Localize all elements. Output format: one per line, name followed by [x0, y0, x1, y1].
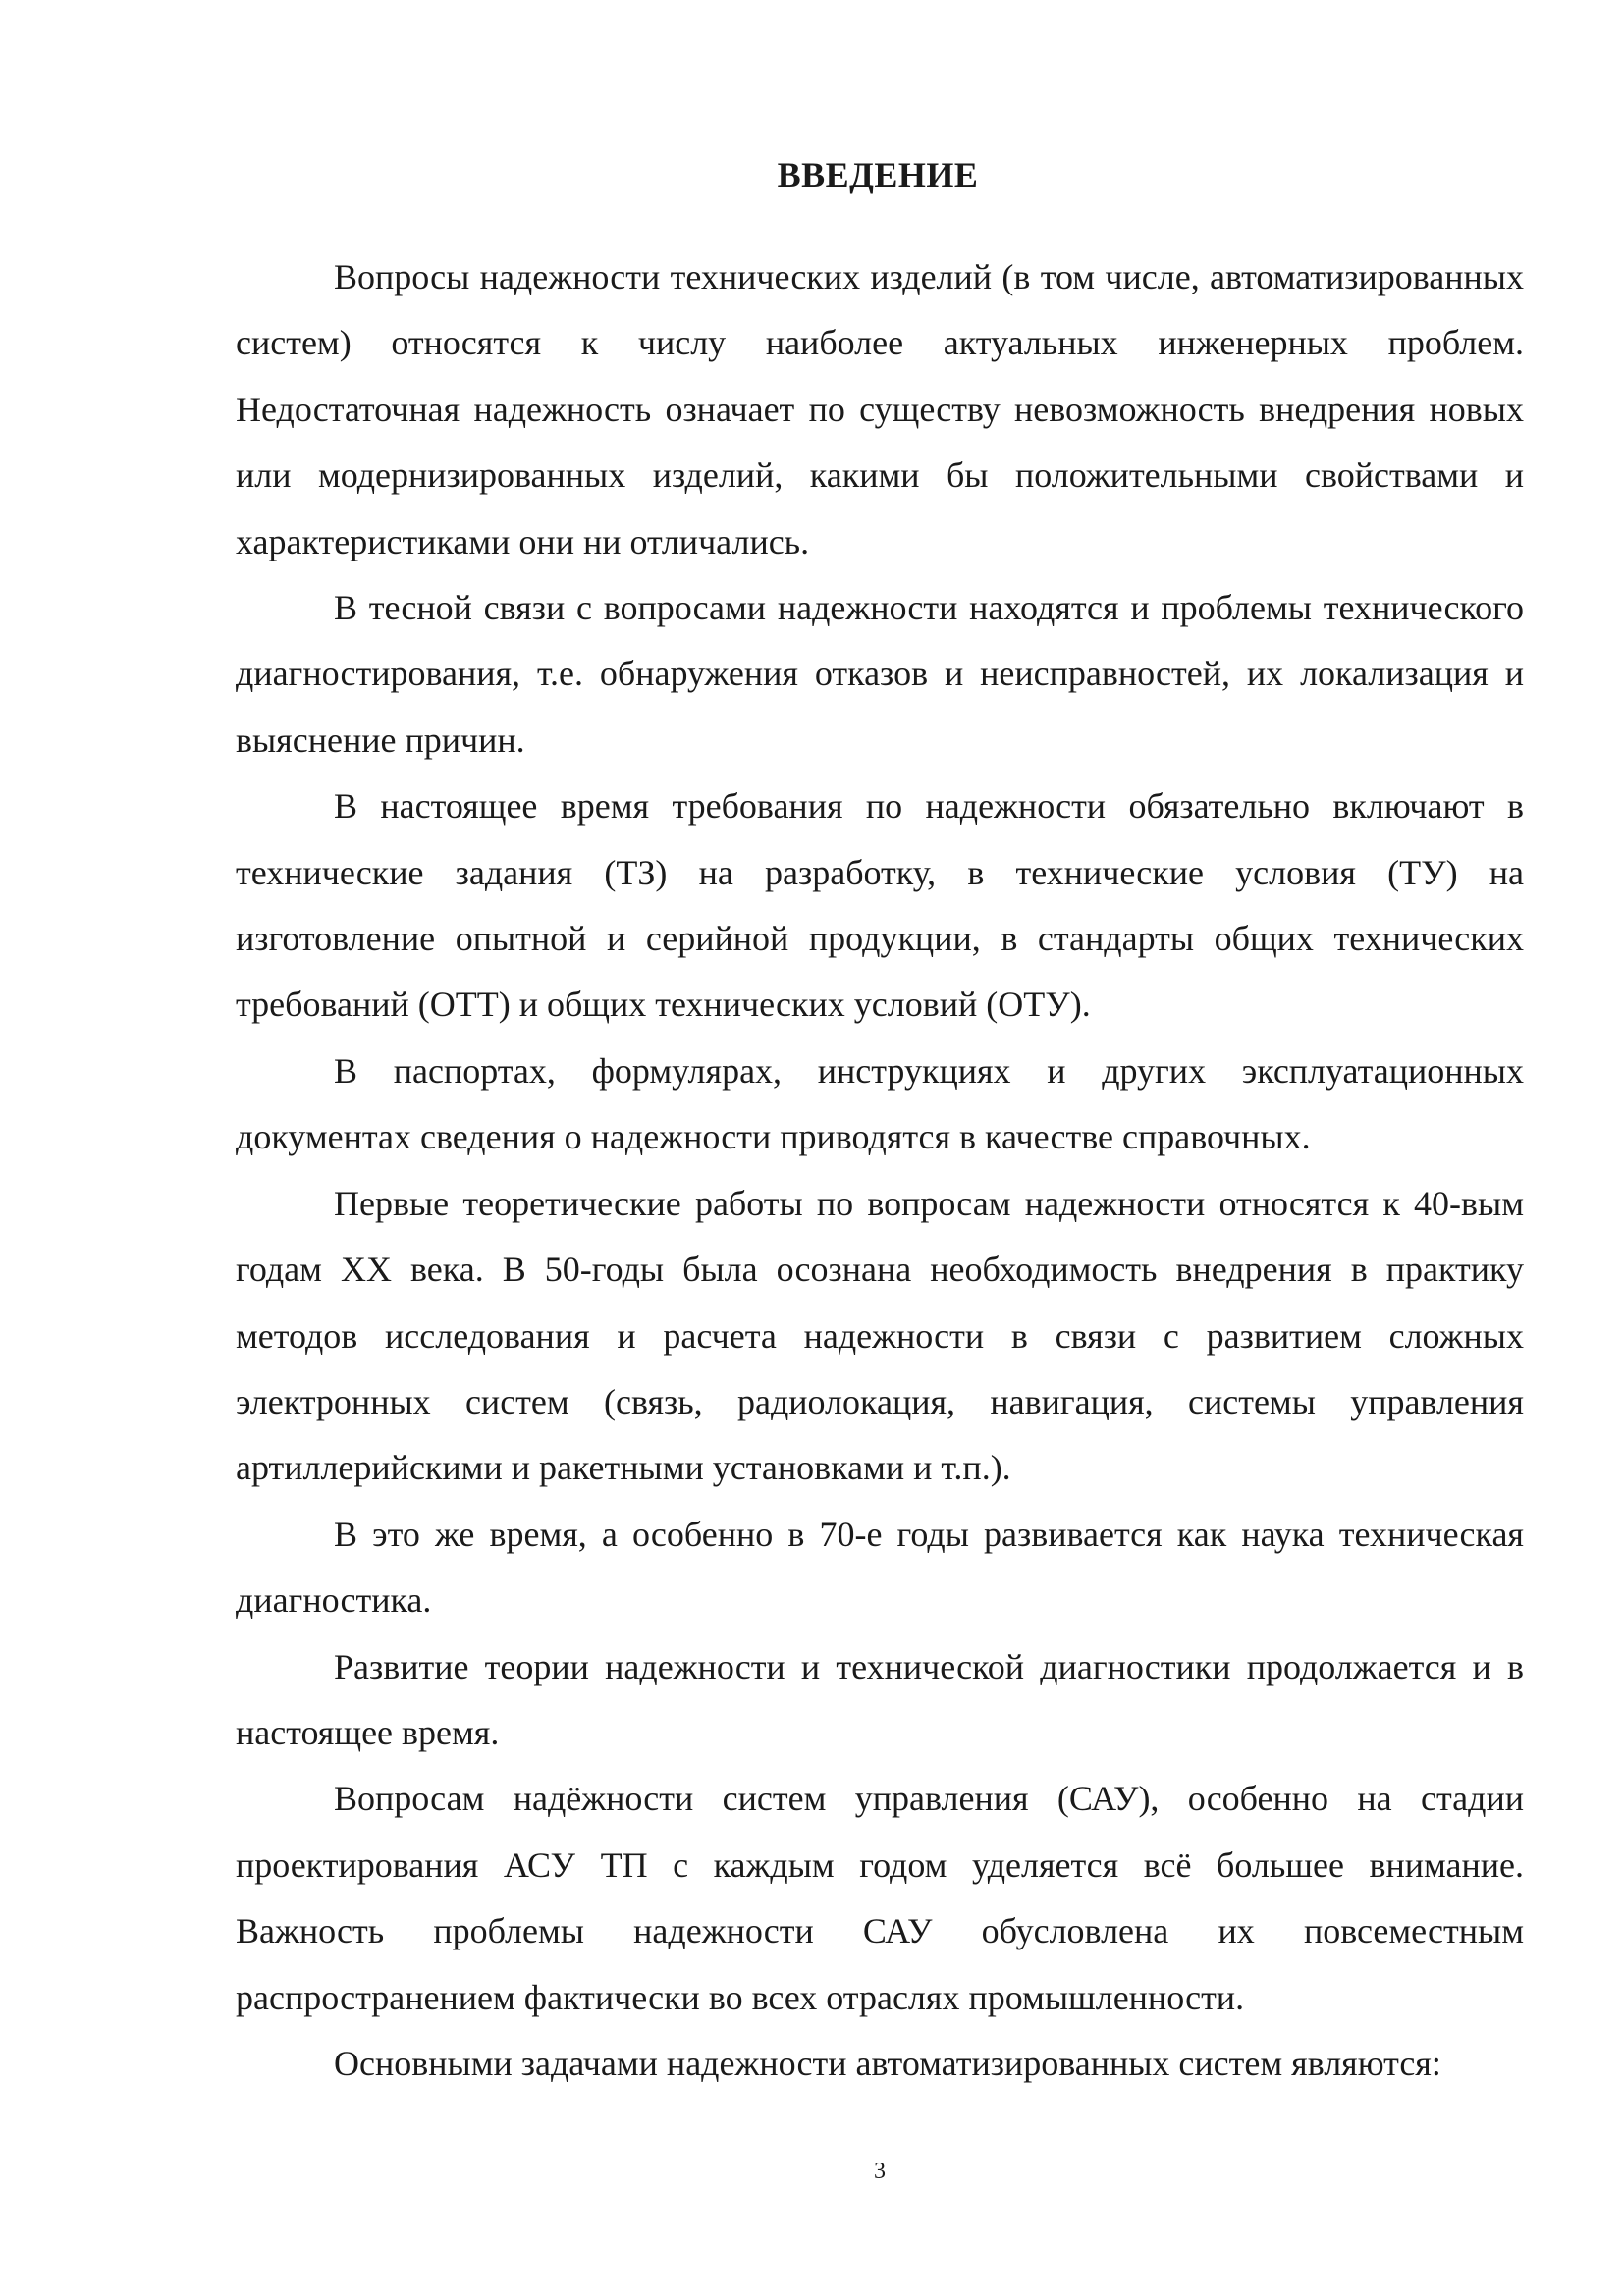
paragraph-5: Первые теоретические работы по вопросам надежности относятся к 40-вым годам XX века. В 50-годы была осознана необходимость внедрения в практику методов исследования и расчета надежности в связи с развитием сложных электронных систем (связь, радиолокация, навигация, системы управления артиллерийскими и ракетными установками и т.п.).: [236, 1183, 1524, 1488]
body-text: [236, 244, 1524, 2097]
paragraph-1: Вопросы надежности технических изделий (в том числе, автоматизированных систем) относятся к числу наиболее актуальных инженерных проблем. Недостаточная надежность означает по существу невозможность внедрения новых или модернизированных изделий, какими бы положительными свойствами и характеристиками они ни отличались.: [236, 257, 1524, 561]
paragraph-7: Развитие теории надежности и технической диагностики продолжается и в настоящее время.: [236, 1646, 1524, 1752]
page-title: ВВЕДЕНИЕ: [777, 155, 979, 194]
paragraph-2: В тесной связи с вопросами надежности находятся и проблемы технического диагностирования, т.е. обнаружения отказов и неисправностей, их локализация и выяснение причин.: [236, 588, 1524, 760]
paragraph-9: Основными задачами надежности автоматизированных систем являются:: [334, 2043, 1441, 2083]
paragraph-6: В это же время, а особенно в 70-е годы развивается как наука техническая диагностика.: [236, 1514, 1524, 1621]
page-number: 3: [874, 2159, 886, 2184]
paragraph-8: Вопросам надёжности систем управления (САУ), особенно на стадии проектирования АСУ ТП с каждым годом уделяется всё большее внимание. Важность проблемы надежности САУ обусловлена их повсеместным распространением фактически во всех отраслях промышленности.: [236, 1779, 1524, 2017]
paragraph-4: В паспортах, формулярах, инструкциях и других эксплуатационных документах сведения о надежности приводятся в качестве справочных.: [236, 1050, 1524, 1157]
paragraph-3: В настоящее время требования по надежности обязательно включают в технические задания (ТЗ) на разработку, в технические условия (ТУ) на изготовление опытной и серийной продукции, в стандарты общих технических требований (ОТТ) и общих технических условий (ОТУ).: [236, 786, 1524, 1025]
